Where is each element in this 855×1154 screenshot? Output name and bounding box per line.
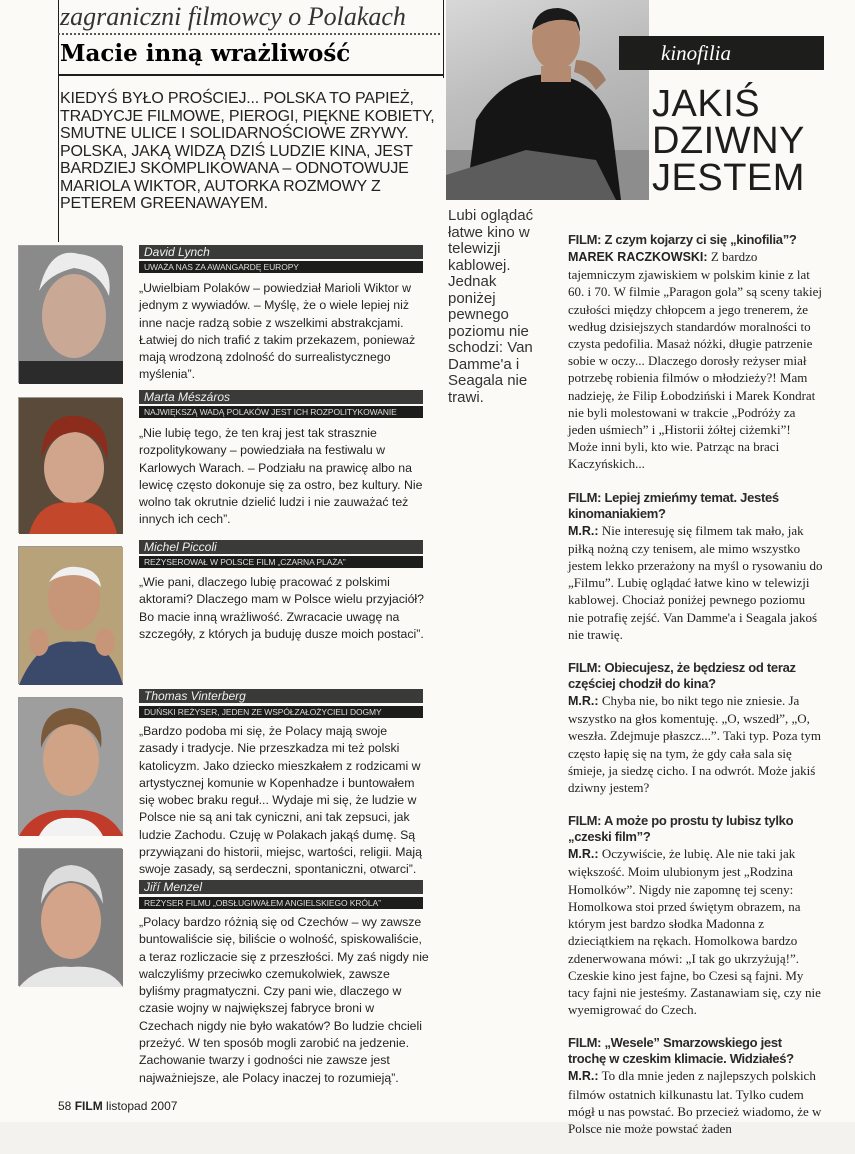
person-subtitle: REŻYSEROWAŁ W POLSCE FILM „CZARNA PLAŻA” [139,556,423,568]
section-title: zagraniczni filmowcy o Polakach [60,2,406,31]
person-quote: „Nie lubię tego, że ten kraj jest tak strasznie rozpolitykowany – powiedziała na festiwalu w Karlowych Warach. – Podziału na prawicę albo na lewicę często dokonuje się za ostro, bez kultury. Nie wolno tak okrutnie dzielić ludzi i nie zauważać też innych ich cech”. [139,426,423,527]
speaker: M.R.: [568,847,599,862]
answer-text: Chyba nie, bo nikt tego nie zniesie. Ja wszystko na głos komentuję. „O, wszedł”, „O, weszła. Zdejmuje płaszcz...”. Taki typ. Poza tym często łapię się na tym, że gdy cała sala się śmieje, ja siedzę cicho. I na odwrót. Może jakiś dziwny jestem? [568,693,821,796]
person-subtitle: NAJWIĘKSZĄ WADĄ POLAKÓW JEST ICH ROZPOLITYKOWANIE [139,406,423,418]
qa-block [568,660,823,796]
headline: Macie inną wrażliwość [60,40,351,67]
person-name: Marta Mészáros [139,390,423,404]
lead-paragraph: KIEDYŚ BYŁO PROŚCIEJ... POLSKA TO PAPIEŻ, TRADYCJE FILMOWE, PIEROGI, PIĘKNE KOBIETY, SMUTNE ULICE I SOLIDARNOŚCIOWE ZRYWY. POLSKA, JAKĄ WIDZĄ DZIŚ LUDZIE KINA, JEST BARDZIEJ SKOMPLIKOWANA – ODNOTOWUJE MARIOLA WIKTOR, AUTORKA ROZMOWY Z PETEREM GREENAWAYEM. [60,90,435,212]
question: FILM: Lepiej zmieńmy temat. Jesteś kinomaniakiem? [568,489,779,521]
marta-meszaros-photo [18,397,122,533]
question: FILM: A może po prostu ty lubisz tylko „czeski film”? [568,813,794,845]
question: FILM: Obiecujesz, że będziesz od teraz częściej chodził do kina? [568,660,796,692]
answer [568,248,823,473]
person-quote: „Wie pani, dlaczego lubię pracować z polskimi aktorami? Dlaczego mam w Polsce wielu przyjaciół? Bo macie inną wrażliwość. Zwracacie uwagę na szczegóły, z których ja buduję dusze moich postaci”. [139,575,424,641]
answer [568,845,823,1018]
interview-title [652,83,832,199]
page-footer [58,1099,177,1113]
answer-text: Nie interesuję się filmem tak mało, jak piłką nożną czy tenisem, ale mimo wszystko jestem lekko przerażony na myśl o rysowaniu do „Filmu”. Lubię oglądać łatwe kino w telewizji kablowej. Chociaż poniżej pewnego poziomu nie potrafię zejść. Van Damme'a i Seagala jakoś nie trawię. [568,522,823,642]
issue-date: listopad 2007 [106,1099,178,1113]
answer [568,1067,823,1137]
qa-block [568,813,823,1018]
question: FILM: Z czym kojarzy ci się „kinofilia”? [568,232,797,247]
answer [568,522,823,643]
person-name: David Lynch [139,245,423,259]
answer-text: Z bardzo tajemniczym zjawiskiem w polskim kinie z lat 60. i 70. W filmie „Paragon gola” są sceny takiej czułości między chłopcem a jego trenerem, że według dzisiejszych standardów moralności to czysta pedofilia. Masaż nóżki, długie patrzenie sobie w oczy... Dlaczego dorosły reżyser miał potrzebę robienia filmów o młodzieży?! Mam nadzieję, że Filip Łobodziński i Marek Kondrat nie byli molestowani w trakcie „Podróży za jeden uśmiech” i „Historii żółtej ciżemki”! Może inni byli, kto wie. Patrząc na braci Kaczyńskich... [568,249,823,472]
dotted-divider [58,33,440,35]
page-number: 58 [58,1099,72,1113]
rubric-band: kinofilia [619,36,824,70]
center-vertical-rule [443,0,444,78]
person-subtitle: UWAŻA NAS ZA AWANGARDĘ EUROPY [139,261,423,273]
answer-text: Oczywiście, że lubię. Ale nie taki jak większość. Moim ulubionym jest „Rodzina Homolków”. Nigdy nie zapomnę tej sceny: Homolkowa stoi przed świętym obrazem, na którym jest bardzo słodka Madonna z dzieciątkiem na rękach. Homolkowa bardzo zdenerwowana mówi: „I tak go ukrzyżują!”. Czeskie kino jest fajne, bo Czesi są fajni. My tacy fajni nie jesteśmy. Zastanawiam się, czy nie wyemigrować do Czech. [568,846,821,1018]
david-lynch-photo [18,245,122,383]
michel-piccoli-photo [18,546,122,684]
person-quote: „Bardzo podoba mi się, że Polacy mają swoje zasady i tradycje. Nie przeszkadza mi też polski katolicyzm. Jako dziecko mieszkałem z rodzicami w artystycznej komunie w Kopenhadze i buntowałem się wobec braku reguł... Wydaje mi się, że ludzie w Polsce nie są ani tak cyniczni, ani tak zepsuci, jak ludzie Zachodu. Czuję w Polakach jakąś dumę. Są przywiązani do historii, miejsc, wartości, religii. Mają swoje zasady, są serdeczni, spontaniczni, otwarci”. [139,724,422,877]
qa-block [568,1035,823,1137]
person-name: Jiří Menzel [139,880,423,894]
speaker: M.R.: [568,694,599,709]
person-subtitle: DUŃSKI REŻYSER, JEDEN ZE WSPÓŁZAŁOŻYCIELI DOGMY [139,706,423,718]
magazine-name: FILM [74,1099,103,1113]
headline-rule [58,74,443,76]
jiri-menzel-photo [18,848,122,986]
marek-raczkowski-photo [446,0,649,200]
answer [568,692,823,796]
speaker: MAREK RACZKOWSKI: [568,250,708,264]
pull-quote: Lubi oglądać łatwe kino w telewizji kablowej. Jednak poniżej pewnego poziomu nie schodzi: Van Damme'a i Seagala nie trawi. [448,207,534,406]
title-line-1: JAKIŚ [652,83,761,125]
thomas-vinterberg-photo [18,697,122,835]
left-vertical-rule [58,0,59,242]
person-name: Michel Piccoli [139,540,423,554]
answer-text: To dla mnie jeden z najlepszych polskich filmów ostatnich kilkunastu lat. Tylko cudem mógł u nas powstać. Bo przecież wiadomo, że w Polsce nie może powstać żaden [568,1068,822,1136]
qa-block [568,490,823,643]
person-quote: „Polacy bardzo różnią się od Czechów – wy zawsze buntowaliście się, biliście o wolność, spiskowaliście, a teraz rozliczacie się z przeszłości. My zaś nigdy nie walczyliśmy przeciwko czemukolwiek, zawsze byliśmy pragmatyczni. Czy pani wie, dlaczego w czasie wojny w największej fabryce broni w Czechach nigdy nie było wakatów? Bo ludzie chcieli przeżyć. W ten sposób mogli zarobić na jedzenie. Zachowanie twarzy i godności nie zawsze jest najważniejsze, ale Polacy inaczej to rozumieją”. [139,915,429,1085]
person-quote: „Uwielbiam Polaków – powiedział Marioli Wiktor w jednym z wywiadów. – Myślę, że o wiele lepiej niż inne nacje radzą sobie z wszelkimi abstrakcjami. Łatwiej do nich trafić z takim przekazem, ponieważ mają wrodzoną zdolność do surrealistycznego myślenia”. [139,281,416,382]
person-name: Thomas Vinterberg [139,689,423,703]
title-line-2: DZIWNY [652,120,805,162]
speaker: M.R.: [568,523,599,538]
title-line-3: JESTEM [652,157,805,199]
person-subtitle: REŻYSER FILMU „OBSŁUGIWAŁEM ANGIELSKIEGO KRÓLA” [139,897,423,909]
question: FILM: „Wesele” Smarzowskiego jest trochę w czeskim klimacie. Widziałeś? [568,1035,794,1067]
interview-column [568,232,823,1154]
qa-block [568,232,823,473]
speaker: M.R.: [568,1069,599,1084]
